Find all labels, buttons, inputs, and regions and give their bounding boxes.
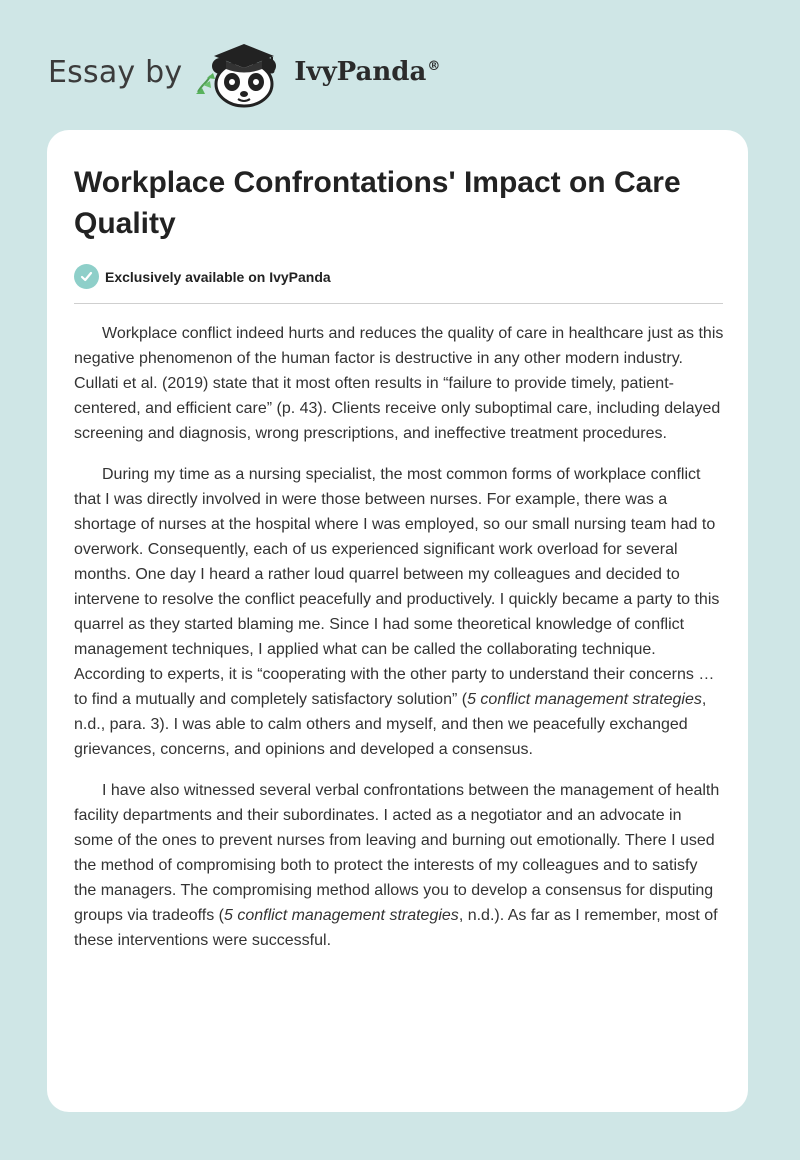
divider	[74, 303, 723, 304]
paragraph-text: I have also witnessed several verbal confrontations between the management of health facility departments and their subordinates. I acted as a negotiator and an advocate in some of the ones to prevent nurses from leaving and burning out emotionally. There I used the method of compromising both to protect the interests of my colleagues and to satisfy the managers. The compromising method allows you to develop a consensus for disputing groups via tradeoffs (	[74, 782, 720, 924]
citation-italic: 5 conflict management strategies	[467, 691, 702, 708]
site-header	[48, 36, 440, 108]
brand-name[interactable]: IvyPanda®	[294, 57, 441, 87]
essay-by-label: Essay by	[48, 54, 183, 90]
exclusive-badge-label: Exclusively available on IvyPanda	[105, 268, 331, 285]
essay-card	[47, 130, 748, 1112]
essay-paragraph	[74, 778, 724, 953]
essay-paragraph	[74, 321, 724, 446]
page-title: Workplace Confrontations' Impact on Care Quality	[74, 166, 681, 240]
ivypanda-logo-icon[interactable]	[192, 36, 288, 108]
paragraph-text: Workplace conflict indeed hurts and reduces the quality of care in healthcare just as this negative phenomenon of the human factor is destructive in any other modern industry. Cullati et al. (2019) state that it most often results in “failure to provide timely, patient-centered, and efficient care” (p. 43). Clients receive only suboptimal care, including delayed screening and diagnosis, wrong prescriptions, and ineffective treatment procedures.	[74, 325, 724, 442]
check-icon	[74, 264, 99, 289]
exclusive-badge	[74, 264, 331, 289]
paragraph-text: , n.d.). As far as I remember, most of these interventions were successful.	[74, 907, 718, 949]
paragraph-text: , n.d., para. 3). I was able to calm others and myself, and then we peacefully exchanged grievances, concerns, and opinions and developed a consensus.	[74, 691, 707, 758]
registered-mark: ®	[427, 59, 441, 74]
essay-paragraph	[74, 462, 724, 762]
citation-italic: 5 conflict management strategies	[224, 907, 459, 924]
essay-body	[74, 321, 724, 969]
paragraph-text: During my time as a nursing specialist, the most common forms of workplace conflict that I was directly involved in were those between nurses. For example, there was a shortage of nurses at the hospital where I was employed, so our small nursing team had to overwork. Consequently, each of us experienced significant work overload for several months. One day I heard a rather loud quarrel between my colleagues and decided to intervene to resolve the conflict peacefully and productively. I quickly became a party to this quarrel as they started blaming me. Since I had some theoretical knowledge of conflict management techniques, I applied what can be called the collaborating technique. According to experts, it is “cooperating with the other party to understand their concerns … to find a mutually and completely satisfactory solution” (	[74, 466, 720, 708]
